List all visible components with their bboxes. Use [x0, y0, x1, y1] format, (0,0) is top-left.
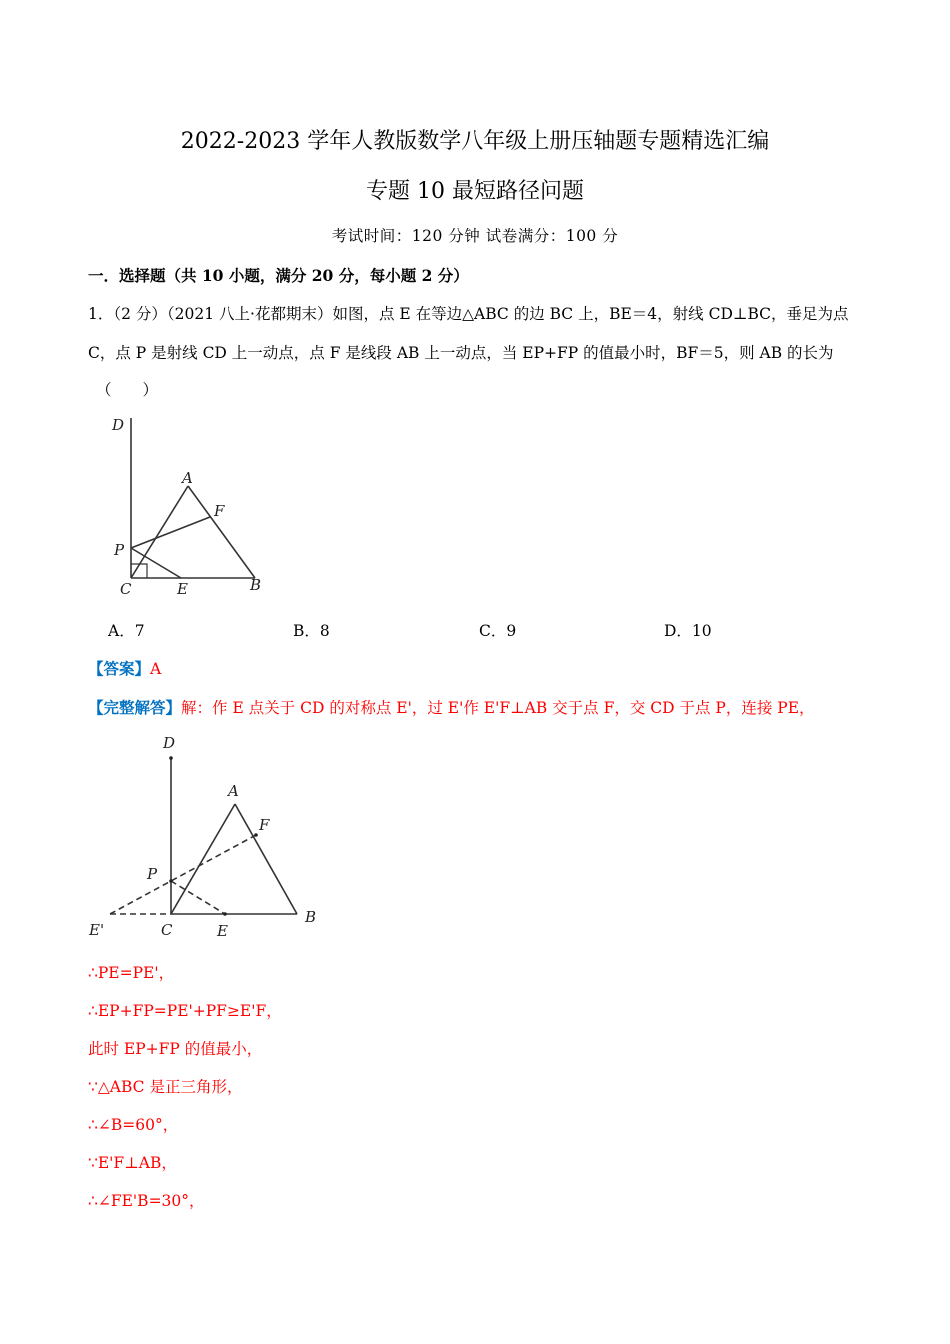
label-d: D [163, 734, 176, 752]
solution-step: ∴∠B=60°， [88, 1116, 179, 1134]
segment-pf [131, 517, 210, 548]
document-title: 2022-2023 学年人教版数学八年级上册压轴题专题精选汇编 [180, 129, 770, 154]
segment-e-prime-f [110, 835, 256, 914]
label-e: E [217, 922, 228, 940]
answer-tag: 【答案】 [88, 659, 151, 678]
solution-tag: 【完整解答】 [88, 698, 182, 717]
segment-ca [171, 804, 235, 914]
question-line-1: 1．（2 分）（2021 八上·花都期末）如图，点 E 在等边△ABC 的边 BC 上，BE＝4，射线 CD⊥BC，垂足为点 [88, 305, 849, 323]
answer-value: A [150, 660, 162, 678]
option-a[interactable]: A．7 [108, 622, 145, 640]
option-b[interactable]: B．8 [293, 622, 330, 640]
section-heading: 一．选择题（共 10 小题，满分 20 分，每小题 2 分） [88, 266, 469, 285]
label-e-prime: E' [89, 921, 105, 939]
label-c: C [161, 921, 173, 939]
label-d: D [112, 416, 125, 434]
point-d [169, 756, 173, 760]
segment-ab [188, 486, 255, 578]
segment-pe [171, 881, 225, 914]
label-f: F [259, 816, 270, 834]
solution-step: ∴EP+FP=PE'+PF≥E'F， [88, 1002, 282, 1020]
solution-step: ∴PE=PE'， [88, 964, 175, 982]
solution-step: ∵△ABC 是正三角形， [88, 1078, 243, 1096]
document-subtitle: 专题 10 最短路径问题 [366, 179, 584, 204]
question-line-3: （ ） [96, 381, 159, 399]
label-p: P [114, 541, 125, 559]
solution-intro: 解：作 E 点关于 CD 的对称点 E'，过 E'作 E'F⊥AB 交于点 F，交 CD 于点 P，连接 PE， [181, 699, 815, 717]
label-b: B [305, 908, 317, 926]
label-a: A [182, 469, 193, 487]
exam-meta: 考试时间：120 分钟 试卷满分：100 分 [331, 227, 619, 245]
label-p: P [147, 865, 158, 883]
solution-figure [85, 728, 325, 943]
solution-step: ∵E'F⊥AB， [88, 1154, 177, 1172]
point-p [169, 879, 173, 883]
label-c: C [120, 580, 132, 598]
label-f: F [214, 502, 225, 520]
option-d[interactable]: D．10 [664, 622, 712, 640]
label-a: A [228, 782, 239, 800]
label-e: E [177, 580, 188, 598]
solution-step: 此时 EP+FP 的值最小， [88, 1040, 263, 1058]
question-line-2: C，点 P 是射线 CD 上一动点，点 F 是线段 AB 上一动点，当 EP+FP 的值最小时，BF＝5，则 AB 的长为 [88, 344, 834, 362]
point-e [223, 912, 227, 916]
option-c[interactable]: C．9 [479, 622, 517, 640]
solution-step: ∴∠FE'B=30°， [88, 1192, 205, 1210]
answer-line [88, 657, 161, 679]
solution-intro-line [88, 696, 815, 718]
point-f [254, 833, 258, 837]
label-b: B [250, 576, 262, 594]
question-figure [100, 410, 280, 600]
segment-pe [131, 548, 181, 578]
